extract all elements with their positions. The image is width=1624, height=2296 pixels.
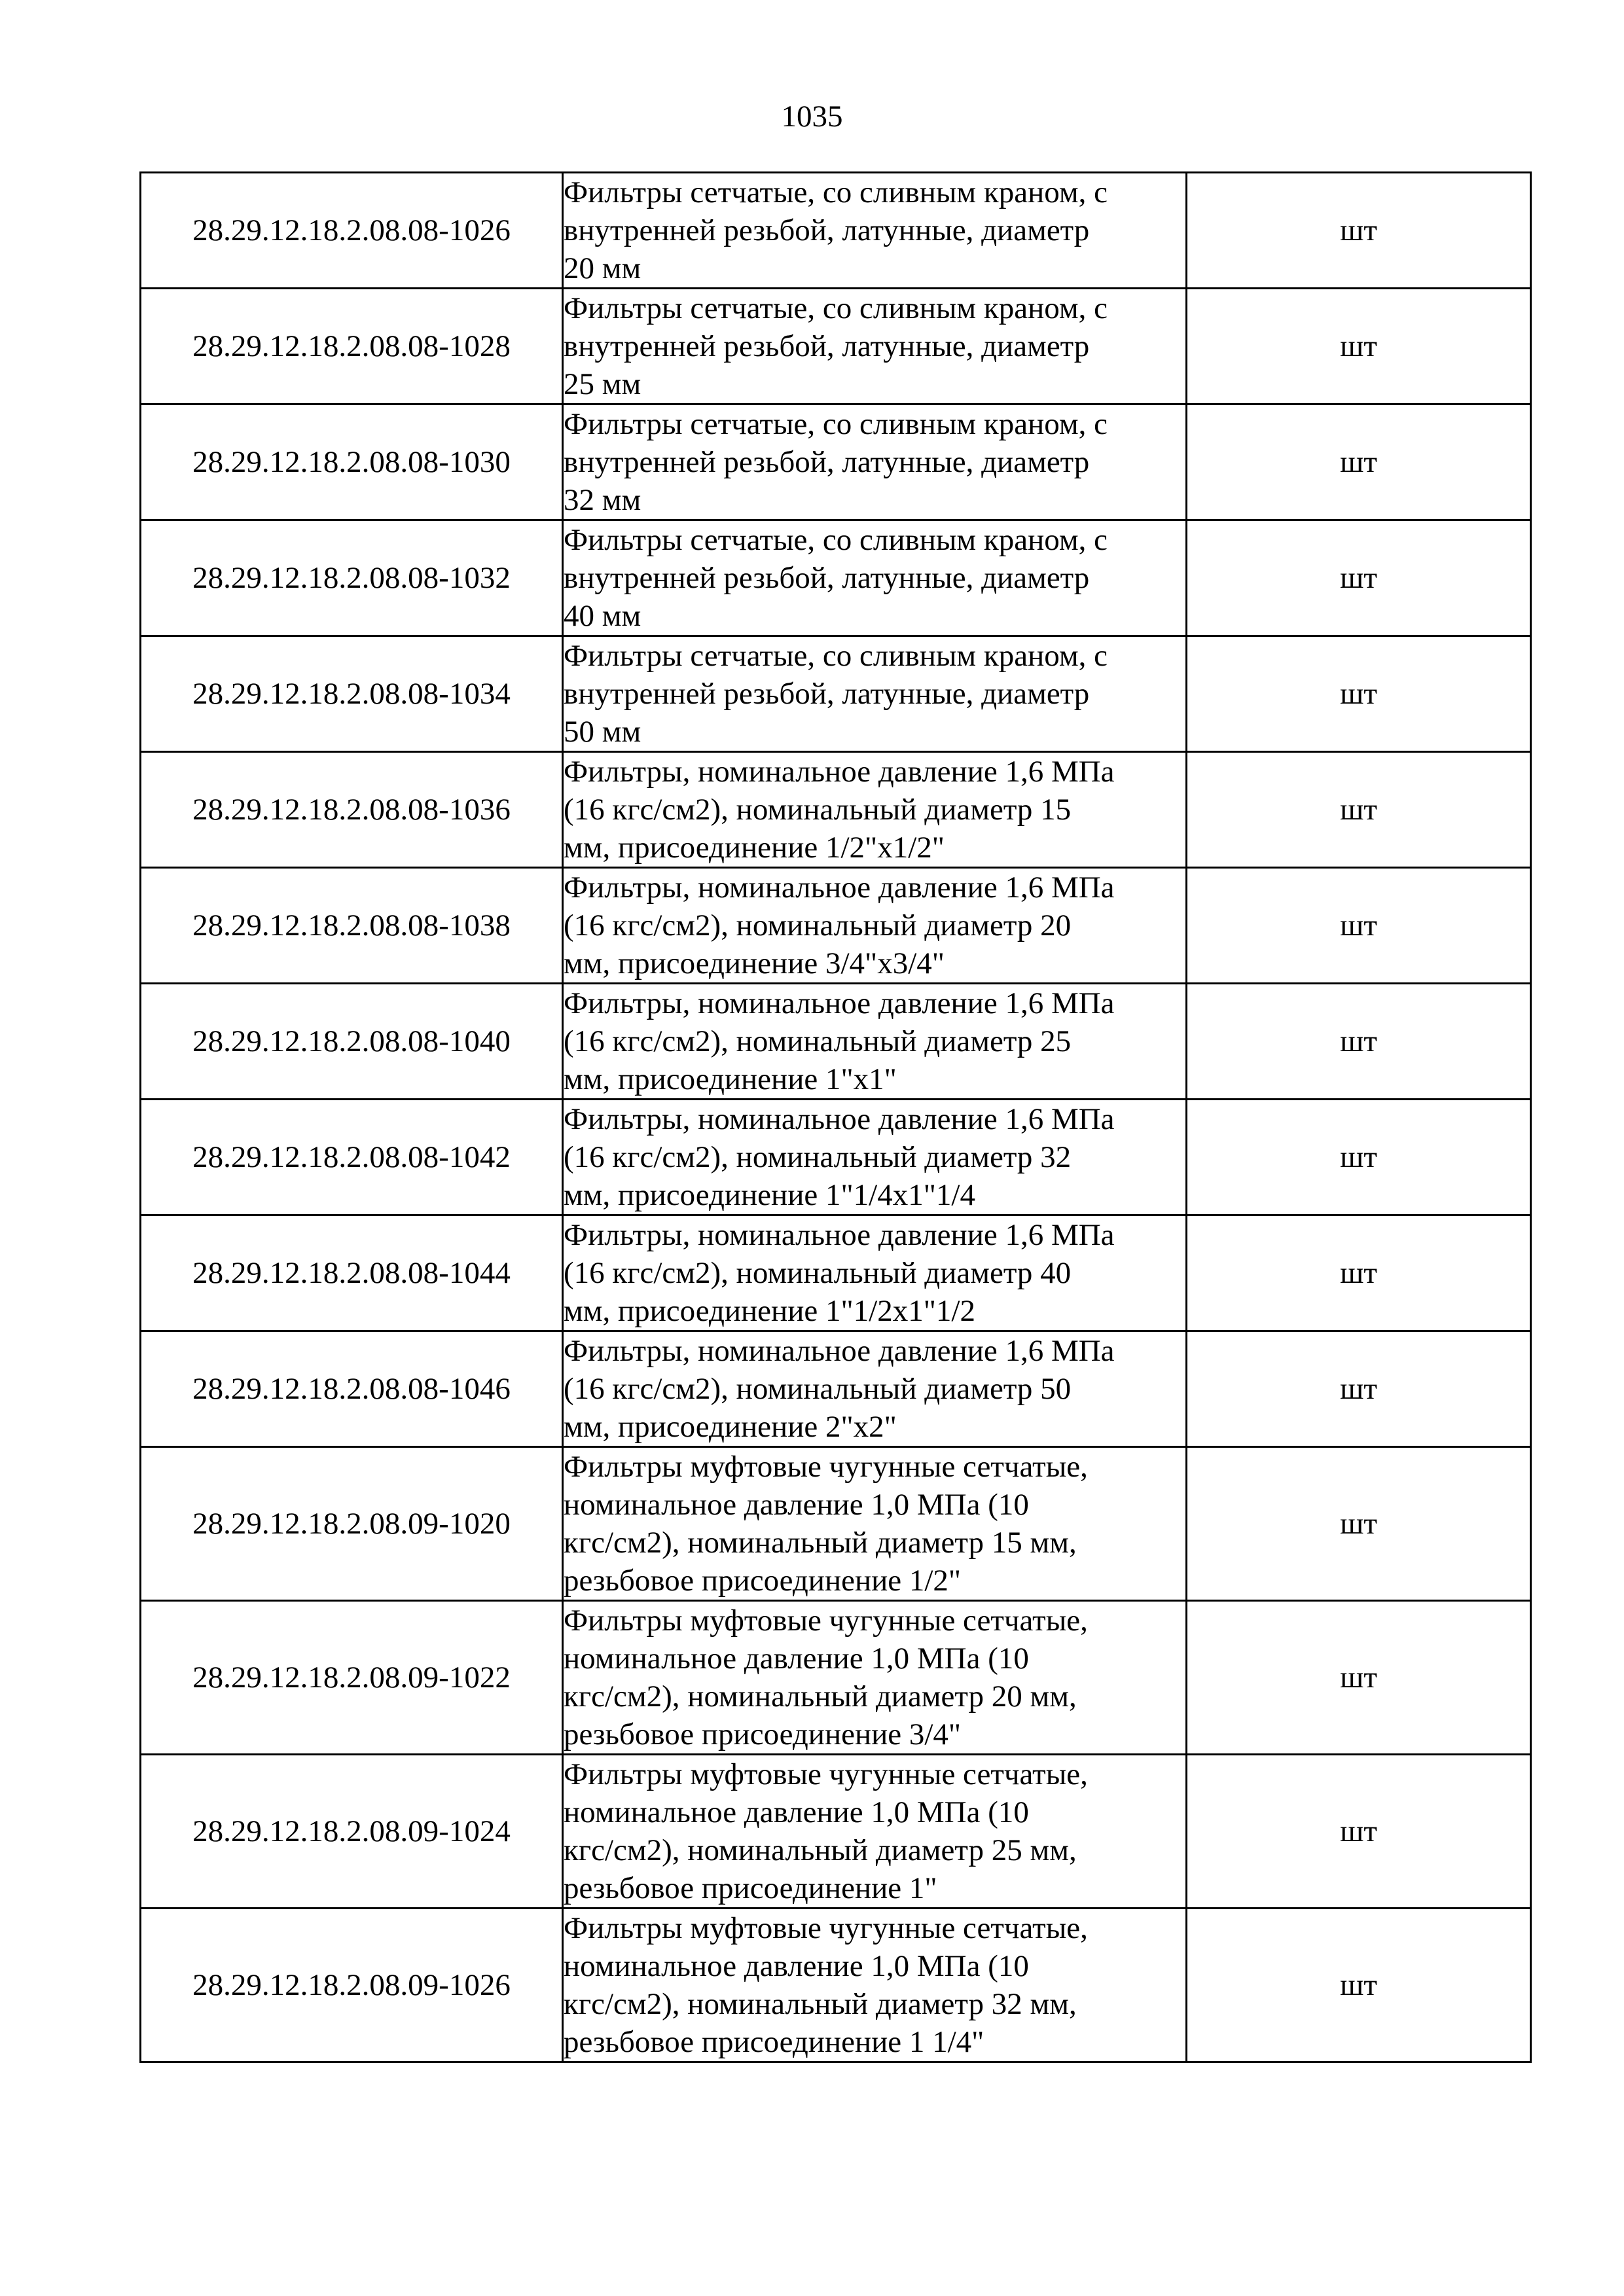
table-row — [141, 173, 1531, 289]
description-line: (16 кгс/см2), номинальный диаметр 15 — [564, 793, 1072, 827]
resource-description — [563, 1909, 1187, 2062]
resource-code: 28.29.12.18.2.08.08-1028 — [141, 289, 563, 404]
description-line: номинальное давление 1,0 МПа (10 — [564, 1488, 1029, 1522]
description-line: Фильтры муфтовые чугунные сетчатые, — [564, 1450, 1088, 1484]
description-line: номинальное давление 1,0 МПа (10 — [564, 1641, 1029, 1676]
description-line: кгс/см2), номинальный диаметр 32 мм, — [564, 1987, 1077, 2021]
resource-description — [563, 1215, 1187, 1331]
table-row — [141, 520, 1531, 636]
description-line: Фильтры, номинальное давление 1,6 МПа — [564, 870, 1115, 905]
description-line: кгс/см2), номинальный диаметр 15 мм, — [564, 1526, 1077, 1560]
description-line: внутренней резьбой, латунные, диаметр — [564, 561, 1090, 595]
description-line: (16 кгс/см2), номинальный диаметр 25 — [564, 1024, 1072, 1058]
description-line: резьбовое присоединение 1" — [564, 1871, 937, 1905]
resource-code: 28.29.12.18.2.08.08-1044 — [141, 1215, 563, 1331]
table-row — [141, 1100, 1531, 1215]
resource-code: 28.29.12.18.2.08.09-1020 — [141, 1447, 563, 1601]
resource-code: 28.29.12.18.2.08.08-1042 — [141, 1100, 563, 1215]
description-line: резьбовое присоединение 1 1/4" — [564, 2025, 984, 2059]
unit-of-measure: шт — [1187, 984, 1531, 1100]
description-line: 50 мм — [564, 715, 641, 749]
description-line: Фильтры сетчатые, со сливным краном, с — [564, 175, 1108, 209]
resource-description — [563, 173, 1187, 289]
unit-of-measure: шт — [1187, 173, 1531, 289]
resource-description — [563, 868, 1187, 984]
description-line: Фильтры, номинальное давление 1,6 МПа — [564, 1102, 1115, 1136]
resource-code: 28.29.12.18.2.08.08-1046 — [141, 1331, 563, 1447]
resource-description — [563, 1755, 1187, 1909]
description-line: Фильтры, номинальное давление 1,6 МПа — [564, 1218, 1115, 1252]
resource-code: 28.29.12.18.2.08.09-1024 — [141, 1755, 563, 1909]
description-line: Фильтры сетчатые, со сливным краном, с — [564, 291, 1108, 325]
resource-description — [563, 289, 1187, 404]
table-row — [141, 404, 1531, 520]
resource-description — [563, 520, 1187, 636]
resource-code: 28.29.12.18.2.08.08-1026 — [141, 173, 563, 289]
resource-code: 28.29.12.18.2.08.08-1040 — [141, 984, 563, 1100]
resource-description — [563, 636, 1187, 752]
description-line: 20 мм — [564, 251, 641, 285]
description-line: мм, присоединение 1"1/2x1"1/2 — [564, 1294, 975, 1328]
description-line: Фильтры муфтовые чугунные сетчатые, — [564, 1604, 1088, 1638]
description-line: Фильтры муфтовые чугунные сетчатые, — [564, 1911, 1088, 1945]
resource-description — [563, 1447, 1187, 1601]
description-line: Фильтры, номинальное давление 1,6 МПа — [564, 755, 1115, 789]
unit-of-measure: шт — [1187, 404, 1531, 520]
resource-code: 28.29.12.18.2.08.09-1026 — [141, 1909, 563, 2062]
resource-description — [563, 1331, 1187, 1447]
unit-of-measure: шт — [1187, 289, 1531, 404]
description-line: (16 кгс/см2), номинальный диаметр 32 — [564, 1140, 1072, 1174]
description-line: 40 мм — [564, 599, 641, 633]
resource-code: 28.29.12.18.2.08.08-1032 — [141, 520, 563, 636]
description-line: внутренней резьбой, латунные, диаметр — [564, 677, 1090, 711]
unit-of-measure: шт — [1187, 1331, 1531, 1447]
table-row — [141, 1447, 1531, 1601]
description-line: Фильтры сетчатые, со сливным краном, с — [564, 639, 1108, 673]
resource-description — [563, 752, 1187, 868]
description-line: 32 мм — [564, 483, 641, 517]
table-row — [141, 1215, 1531, 1331]
resource-description — [563, 984, 1187, 1100]
description-line: мм, присоединение 1"1/4x1"1/4 — [564, 1178, 975, 1212]
description-line: внутренней резьбой, латунные, диаметр — [564, 329, 1090, 363]
unit-of-measure: шт — [1187, 520, 1531, 636]
unit-of-measure: шт — [1187, 1755, 1531, 1909]
resource-code: 28.29.12.18.2.08.08-1034 — [141, 636, 563, 752]
unit-of-measure: шт — [1187, 1215, 1531, 1331]
description-line: 25 мм — [564, 367, 641, 401]
unit-of-measure: шт — [1187, 1909, 1531, 2062]
description-line: резьбовое присоединение 3/4" — [564, 1717, 962, 1751]
description-line: Фильтры, номинальное давление 1,6 МПа — [564, 986, 1115, 1020]
table-row — [141, 1909, 1531, 2062]
table-row — [141, 289, 1531, 404]
description-line: номинальное давление 1,0 МПа (10 — [564, 1949, 1029, 1983]
table-row — [141, 1331, 1531, 1447]
table-row — [141, 752, 1531, 868]
description-line: резьбовое присоединение 1/2" — [564, 1564, 962, 1598]
table-row — [141, 636, 1531, 752]
table-row — [141, 1755, 1531, 1909]
unit-of-measure: шт — [1187, 1100, 1531, 1215]
table-body — [141, 173, 1531, 2062]
description-line: Фильтры муфтовые чугунные сетчатые, — [564, 1757, 1088, 1791]
resource-code: 28.29.12.18.2.08.08-1038 — [141, 868, 563, 984]
description-line: номинальное давление 1,0 МПа (10 — [564, 1795, 1029, 1829]
table-row — [141, 984, 1531, 1100]
resource-code: 28.29.12.18.2.08.08-1036 — [141, 752, 563, 868]
unit-of-measure: шт — [1187, 1601, 1531, 1755]
resource-table — [139, 171, 1532, 2063]
resource-code: 28.29.12.18.2.08.08-1030 — [141, 404, 563, 520]
description-line: мм, присоединение 1"x1" — [564, 1062, 897, 1096]
description-line: (16 кгс/см2), номинальный диаметр 50 — [564, 1372, 1072, 1406]
description-line: мм, присоединение 2"x2" — [564, 1410, 897, 1444]
description-line: внутренней резьбой, латунные, диаметр — [564, 445, 1090, 479]
table-row — [141, 1601, 1531, 1755]
description-line: Фильтры сетчатые, со сливным краном, с — [564, 523, 1108, 557]
resource-code: 28.29.12.18.2.08.09-1022 — [141, 1601, 563, 1755]
resource-description — [563, 1100, 1187, 1215]
description-line: мм, присоединение 1/2"x1/2" — [564, 831, 945, 865]
page-number: 1035 — [781, 99, 843, 134]
description-line: внутренней резьбой, латунные, диаметр — [564, 213, 1090, 247]
description-line: (16 кгс/см2), номинальный диаметр 20 — [564, 908, 1072, 942]
unit-of-measure: шт — [1187, 636, 1531, 752]
unit-of-measure: шт — [1187, 868, 1531, 984]
description-line: Фильтры, номинальное давление 1,6 МПа — [564, 1334, 1115, 1368]
description-line: Фильтры сетчатые, со сливным краном, с — [564, 407, 1108, 441]
resource-description — [563, 404, 1187, 520]
table-row — [141, 868, 1531, 984]
description-line: (16 кгс/см2), номинальный диаметр 40 — [564, 1256, 1072, 1290]
unit-of-measure: шт — [1187, 1447, 1531, 1601]
unit-of-measure: шт — [1187, 752, 1531, 868]
description-line: мм, присоединение 3/4"x3/4" — [564, 946, 945, 980]
description-line: кгс/см2), номинальный диаметр 25 мм, — [564, 1833, 1077, 1867]
resource-description — [563, 1601, 1187, 1755]
description-line: кгс/см2), номинальный диаметр 20 мм, — [564, 1679, 1077, 1713]
